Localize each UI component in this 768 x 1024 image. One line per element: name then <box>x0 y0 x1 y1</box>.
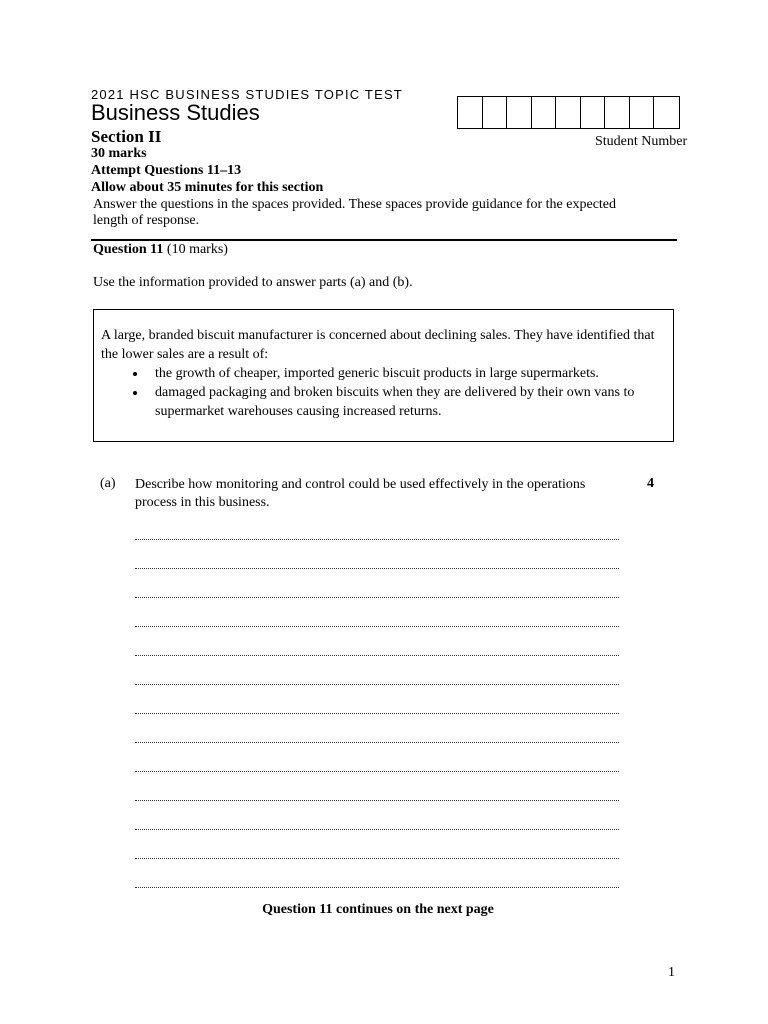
student-number-digit-box[interactable] <box>654 97 679 128</box>
question-number: Question 11 <box>93 242 164 257</box>
answer-line[interactable] <box>135 857 619 859</box>
student-number-digit-box[interactable] <box>507 97 532 128</box>
test-title: 2021 HSC BUSINESS STUDIES TOPIC TEST <box>91 87 403 102</box>
answer-line[interactable] <box>135 828 619 830</box>
continues-note: Question 11 continues on the next page <box>262 902 494 917</box>
student-number-label: Student Number <box>595 134 688 149</box>
student-number-digit-box[interactable] <box>483 97 508 128</box>
question-marks: (10 marks) <box>163 242 228 257</box>
part-a-question: Describe how monitoring and control could be used effectively in the operations process in this business. <box>135 477 586 510</box>
time-allowance: Allow about 35 minutes for this section <box>91 180 324 195</box>
question-heading <box>93 242 228 258</box>
answer-line[interactable] <box>135 741 619 743</box>
answer-line[interactable] <box>135 886 619 888</box>
answer-line[interactable] <box>135 654 619 656</box>
student-number-digit-box[interactable] <box>556 97 581 128</box>
attempt-questions: Attempt Questions 11–13 <box>91 163 242 178</box>
stimulus-text: A large, branded biscuit manufacturer is concerned about declining sales. They have identified that the lower sales are a result of: <box>101 328 655 362</box>
subject-title: Business Studies <box>91 100 260 125</box>
stimulus-bullet: • the growth of cheaper, imported generic biscuit products in large supermarkets. <box>147 364 663 383</box>
section-heading: Section II <box>91 127 162 146</box>
section-marks: 30 marks <box>91 146 147 161</box>
section-instructions: Answer the questions in the spaces provided. These spaces provide guidance for the expected length of response. <box>93 197 617 228</box>
page-number: 1 <box>668 965 675 980</box>
student-number-digit-box[interactable] <box>605 97 630 128</box>
part-a-label: (a) <box>100 476 116 491</box>
answer-line[interactable] <box>135 683 619 685</box>
stimulus-bullets <box>101 364 663 421</box>
section-divider <box>91 239 677 241</box>
answer-line[interactable] <box>135 712 619 714</box>
student-number-boxes[interactable] <box>457 96 680 129</box>
answer-line[interactable] <box>135 799 619 801</box>
student-number-digit-box[interactable] <box>532 97 557 128</box>
answer-line[interactable] <box>135 567 619 569</box>
question-intro: Use the information provided to answer parts (a) and (b). <box>93 275 413 290</box>
answer-line[interactable] <box>135 538 619 540</box>
answer-line[interactable] <box>135 596 619 598</box>
part-a-marks: 4 <box>647 476 654 491</box>
stimulus-bullet: • damaged packaging and broken biscuits when they are delivered by their own vans to supermarket warehouses causing increased returns. <box>147 383 663 421</box>
answer-line[interactable] <box>135 770 619 772</box>
student-number-digit-box[interactable] <box>630 97 655 128</box>
student-number-digit-box[interactable] <box>458 97 483 128</box>
stimulus-box <box>93 309 674 442</box>
student-number-digit-box[interactable] <box>581 97 606 128</box>
answer-line[interactable] <box>135 625 619 627</box>
